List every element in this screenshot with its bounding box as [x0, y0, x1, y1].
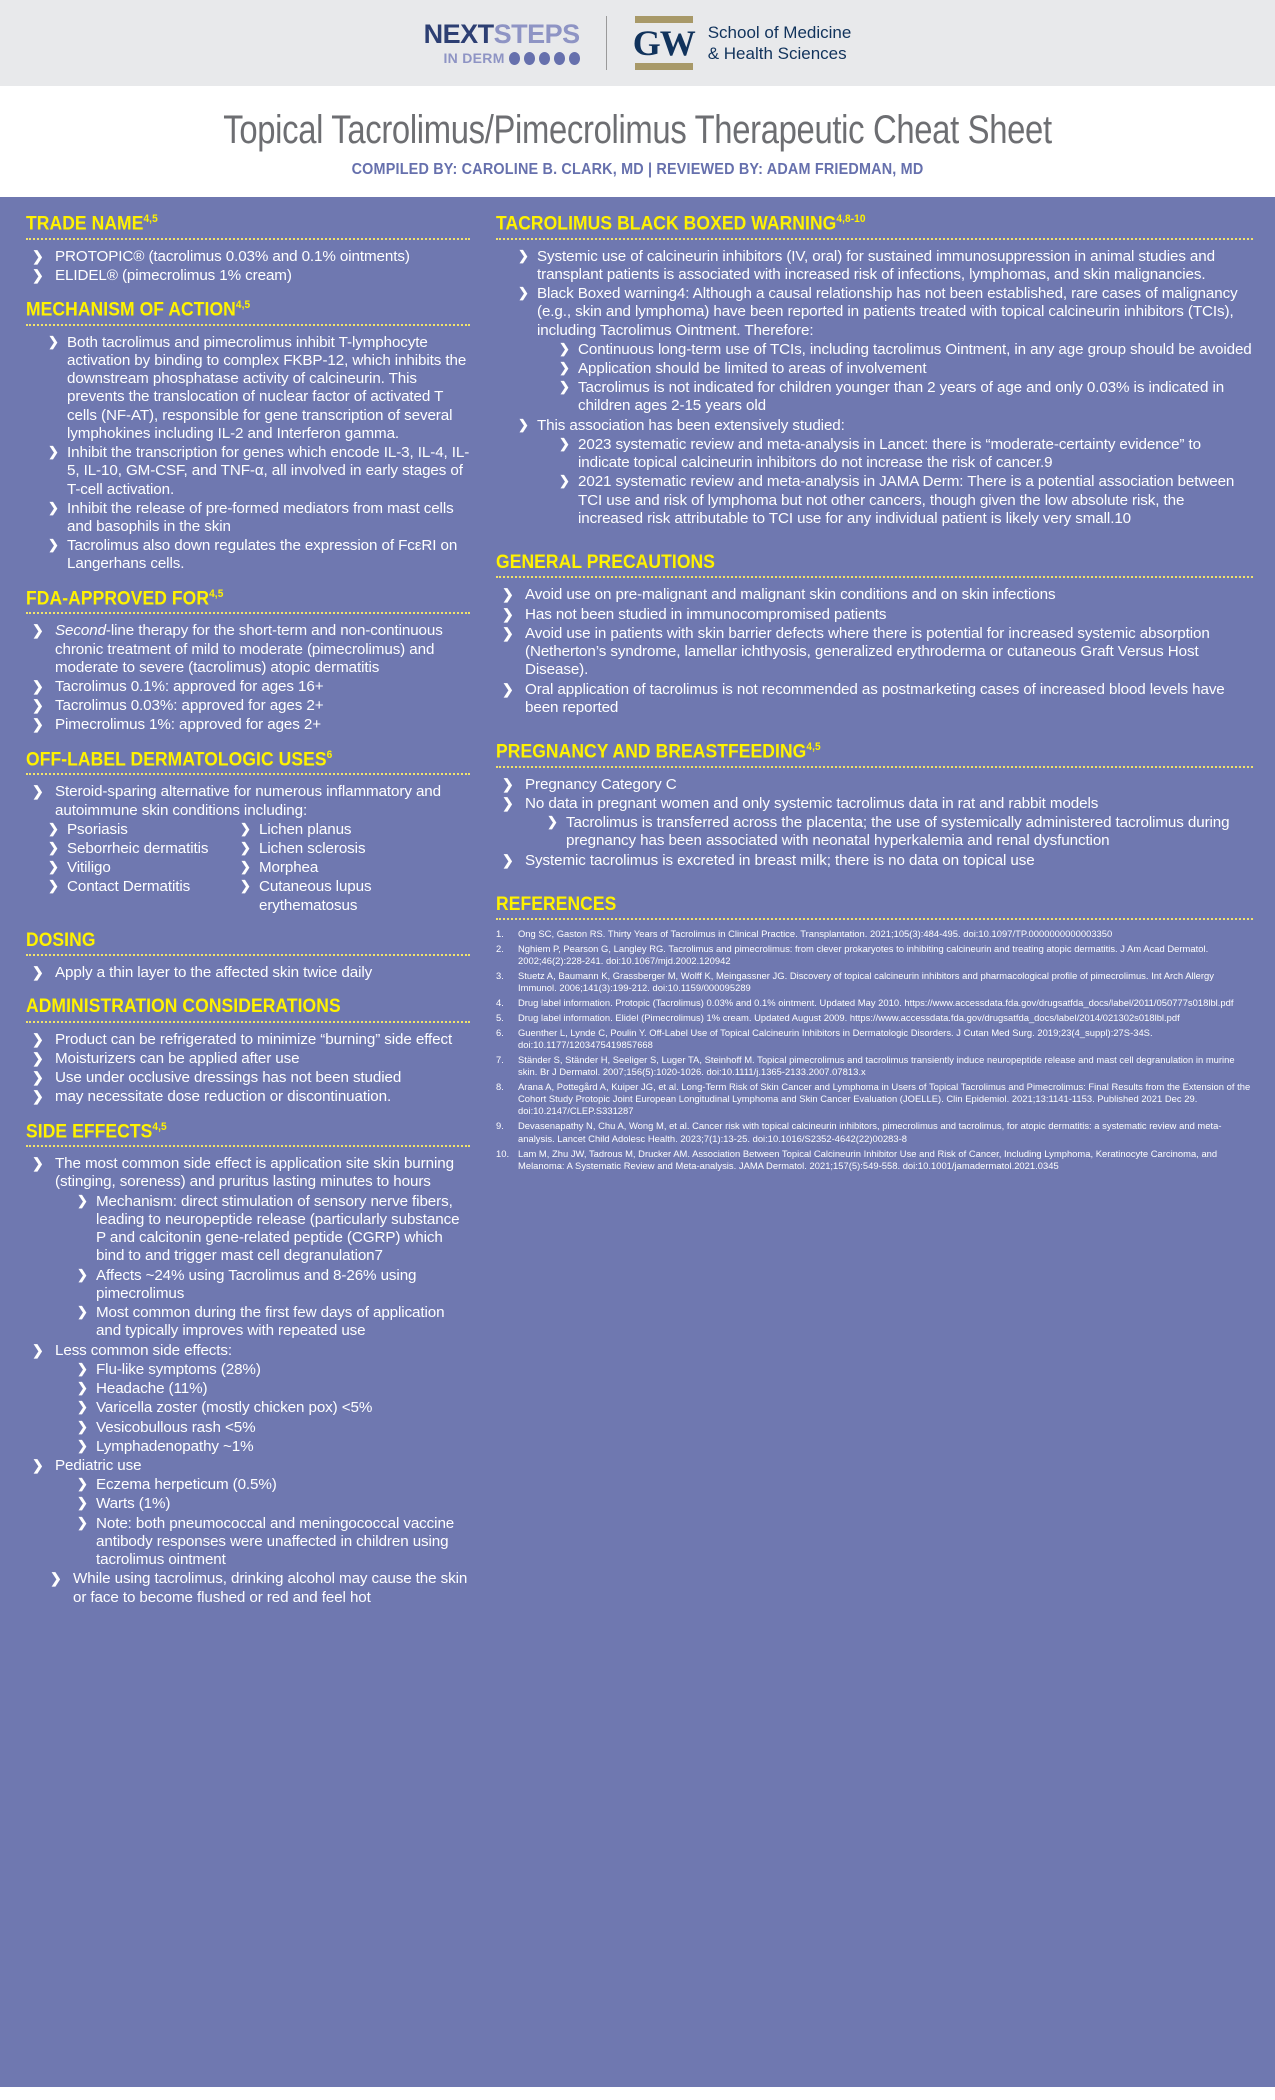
list-item-text: Apply a thin layer to the affected skin twice daily	[55, 964, 373, 982]
logo-group	[424, 16, 852, 70]
section-heading	[26, 1121, 434, 1143]
list-item-text: This association has been extensively studied:	[537, 416, 845, 434]
brand-inderm-text: IN DERM	[443, 50, 505, 66]
list-item	[77, 1476, 470, 1494]
chevron-icon: ❯	[502, 775, 514, 792]
reference-text: Ong SC, Gaston RS. Thirty Years of Tacrolimus in Clinical Practice. Transplantation. 2021;105(3):484-495. doi:10.1097/TP.0000000000003350	[518, 928, 1113, 940]
list-item-text: Pediatric use	[55, 1456, 142, 1474]
list-item	[30, 1155, 470, 1340]
trade-name-list	[30, 248, 470, 285]
section-rule	[496, 238, 1253, 240]
list-item	[48, 840, 234, 858]
list-item-text: Warts (1%)	[96, 1495, 171, 1513]
list-item-text: Use under occlusive dressings has not been studied	[55, 1069, 402, 1087]
list-item	[240, 878, 460, 914]
list-item	[518, 285, 1253, 416]
chevron-icon: ❯	[559, 473, 570, 489]
gw-bar-bottom	[635, 63, 693, 70]
list-item	[240, 859, 460, 877]
reference-number: 3.	[496, 970, 504, 982]
chevron-icon: ❯	[48, 859, 59, 875]
list-item-text: Tacrolimus 0.03%: approved for ages 2+	[55, 697, 324, 715]
pregnancy-sublist	[547, 814, 1253, 850]
list-item	[559, 341, 1253, 359]
chevron-icon: ❯	[48, 878, 59, 894]
section-heading-citation: 4,5	[806, 741, 821, 754]
section-heading-text: FDA-APPROVED FOR	[26, 588, 210, 610]
section-pregnancy-breastfeeding	[496, 741, 1253, 870]
list-item-text: Contact Dermatitis	[67, 878, 191, 896]
list-item	[518, 248, 1253, 284]
reference-text: Ständer S, Ständer H, Seeliger S, Luger TA, Steinhoff M. Topical pimecrolimus and tacrolimus transiently induce neuropeptide release and mast cell degranulation in murine skin. Br J Dermatol. 2007;156(5):1020-1026. doi:10.1111/j.1365-2133.2007.07813.x	[518, 1054, 1235, 1078]
list-item-text: Avoid use in patients with skin barrier defects where there is potential for increased systemic absorption (Netherton’s syndrome, lamellar ichthyosis, generalized erythroderma or cutaneous Graft Versus Host Disease).	[525, 624, 1210, 679]
list-item-text: Varicella zoster (mostly chicken pox) <5%	[96, 1399, 373, 1417]
section-heading-text: TACROLIMUS BLACK BOXED WARNING	[496, 213, 837, 235]
reference-text: Devasenapathy N, Chu A, Wong M, et al. Cancer risk with topical calcineurin inhibitors, pimecrolimus and tacrolimus, for atopic dermatitis: a systematic review and meta-analysis. Lancet Child Adolesc Health. 2023;7(1):13-25. doi:10.1016/S2352-4642(22)00283-8	[518, 1120, 1222, 1144]
list-item	[559, 473, 1253, 528]
section-heading-text: GENERAL PRECAUTIONS	[496, 552, 715, 574]
gw-letters-text: GW	[632, 22, 695, 63]
list-item-text: Less common side effects:	[55, 1341, 233, 1359]
list-item-emphasis: Second	[55, 622, 106, 640]
dosing-list	[30, 964, 470, 982]
list-item-text: Mechanism: direct stimulation of sensory nerve fibers, leading to neuropeptide release (particularly substance P and calcitonin gene-related peptide (CGRP) which bind to and trigger mast cell degranulation7	[96, 1192, 460, 1265]
list-item-text: Morphea	[259, 859, 319, 877]
section-heading	[26, 749, 434, 771]
brand-dot-icon	[554, 52, 565, 65]
list-item-text: PROTOPIC® (tacrolimus 0.03% and 0.1% ointments)	[55, 247, 410, 265]
brand-next-text: NEXT	[423, 19, 494, 49]
chevron-icon: ❯	[240, 820, 251, 836]
section-heading-citation: 6	[326, 748, 333, 761]
section-heading-text: ADMINISTRATION CONSIDERATIONS	[26, 996, 341, 1018]
section-heading-text: PREGNANCY AND BREASTFEEDING	[496, 741, 807, 763]
chevron-icon: ❯	[240, 840, 251, 855]
list-item-text: Steroid-sparing alternative for numerous inflammatory and autoimmune skin conditions including:	[55, 783, 441, 819]
chevron-icon: ❯	[48, 499, 59, 515]
reference-number: 1.	[496, 928, 504, 940]
fda-approved-list	[30, 622, 470, 734]
section-spacer	[496, 884, 1253, 894]
list-item-text: Tacrolimus is not indicated for children younger than 2 years of age and only 0.03% is indicated in children ages 2-15 years old	[578, 379, 1225, 415]
section-heading-citation: 4,5	[143, 213, 158, 225]
reference-text: Guenther L, Lynde C, Poulin Y. Off-Label Use of Topical Calcineurin Inhibitors in Dermatologic Disorders. J Cutan Med Surg. 2019;23(4_suppl):27S-34S. doi:10.1177/1203475419857668	[518, 1027, 1153, 1051]
reference-item	[496, 1027, 1253, 1051]
list-item-text: Vitiligo	[67, 859, 111, 877]
chevron-icon: ❯	[32, 1155, 44, 1172]
chevron-icon: ❯	[32, 716, 44, 733]
list-item	[30, 783, 470, 819]
brand-steps-text: STEPS	[493, 19, 580, 49]
list-item-text: Inhibit the release of pre-formed mediators from mast cells and basophils in the skin	[67, 499, 454, 535]
list-item	[77, 1515, 470, 1570]
list-item-text: Has not been studied in immunocompromised patients	[525, 605, 887, 623]
chevron-icon: ❯	[502, 605, 514, 622]
chevron-icon: ❯	[240, 859, 251, 875]
brand-dot-icon	[524, 52, 535, 65]
section-rule	[26, 1021, 470, 1023]
chevron-icon: ❯	[32, 1088, 44, 1105]
chevron-icon: ❯	[559, 379, 570, 395]
black-box-list	[518, 248, 1253, 529]
chevron-icon: ❯	[32, 622, 44, 639]
list-item-text: Systemic tacrolimus is excreted in breast milk; there is no data on topical use	[525, 851, 1035, 869]
list-item	[30, 697, 470, 715]
brand-dot-icon	[569, 52, 580, 65]
list-item	[77, 1419, 470, 1437]
list-item-text: Black Boxed warning4: Although a causal relationship has not been established, rare cases of malignancy (e.g., skin and lymphoma) have been reported in patients treated with topical calcineurin inhibitors (TCIs), including Tacrolimus Ointment. Therefore:	[537, 285, 1238, 339]
list-item-text: 2023 systematic review and meta-analysis in Lancet: there is “moderate-certainty evidence” to indicate topical calcineurin inhibitors do not increase the risk of cancer.9	[578, 435, 1201, 472]
section-off-label-uses	[26, 749, 470, 916]
list-item	[559, 360, 1253, 378]
list-item-text: Both tacrolimus and pimecrolimus inhibit T-lymphocyte activation by binding to complex FKBP-12, which inhibits the downstream phosphatase activity of calcineurin. This prevents the translocation of nuclear factor of activated T cells (NF-AT), responsible for gene transcription of several lymphokines including IL-2 and Interferon gamma.	[67, 333, 467, 442]
chevron-icon: ❯	[77, 1360, 88, 1376]
reference-number: 7.	[496, 1054, 504, 1066]
chevron-icon: ❯	[77, 1495, 88, 1511]
section-general-precautions	[496, 552, 1253, 717]
list-item-text: Affects ~24% using Tacrolimus and 8-26% using pimecrolimus	[96, 1266, 417, 1302]
list-item-text: Lymphadenopathy ~1%	[96, 1437, 254, 1455]
section-heading	[496, 894, 1192, 915]
chevron-icon: ❯	[32, 1030, 44, 1047]
list-item-text: Avoid use on pre-malignant and malignant skin conditions and on skin infections	[525, 586, 1056, 604]
chevron-icon: ❯	[77, 1192, 88, 1208]
gw-school-line1: School of Medicine	[707, 22, 852, 42]
list-item	[518, 417, 1253, 528]
list-item-text: Oral application of tacrolimus is not recommended as postmarketing cases of increased blood levels have been reported	[525, 680, 1225, 716]
brand-dot-icon	[509, 52, 520, 65]
section-heading	[26, 299, 434, 321]
administration-list	[30, 1031, 470, 1107]
list-item-text: Lichen planus	[259, 820, 352, 838]
list-item-text: Eczema herpeticum (0.5%)	[96, 1476, 277, 1494]
list-item	[30, 1342, 470, 1456]
reference-item	[496, 928, 1253, 940]
reference-item	[496, 943, 1253, 967]
mechanism-list	[48, 334, 470, 574]
chevron-icon: ❯	[32, 247, 44, 264]
section-heading	[496, 552, 1192, 573]
chevron-icon: ❯	[32, 1456, 44, 1473]
gw-monogram	[633, 16, 695, 70]
list-item	[500, 681, 1253, 717]
chevron-icon: ❯	[77, 1399, 88, 1415]
section-side-effects	[26, 1121, 470, 1607]
list-item	[77, 1399, 470, 1417]
chevron-icon: ❯	[240, 878, 251, 894]
list-item-text: Vesicobullous rash <5%	[96, 1418, 256, 1436]
reference-item	[496, 1081, 1253, 1117]
list-item	[30, 716, 470, 734]
list-item	[500, 776, 1253, 794]
chevron-icon: ❯	[502, 680, 514, 697]
list-item-text: 2021 systematic review and meta-analysis in JAMA Derm: There is a potential association between TCI use and risk of lymphoma but not other cancers, though given the low absolute risk, the increased risk attributable to TCI use for any individual patient is likely very small.10	[578, 473, 1235, 527]
list-item-text: Tacrolimus also down regulates the expression of FcεRI on Langerhans cells.	[67, 537, 458, 573]
list-item	[240, 840, 460, 858]
chevron-icon: ❯	[502, 586, 514, 603]
list-item-text: The most common side effect is application site skin burning (stinging, soreness) and pruritus lasting minutes to hours	[55, 1155, 454, 1191]
chevron-icon: ❯	[502, 794, 514, 811]
reference-item	[496, 970, 1253, 994]
list-item-text: Application should be limited to areas of involvement	[578, 360, 927, 377]
list-item	[77, 1438, 470, 1456]
brand-subline	[443, 51, 579, 65]
list-item-text: Tacrolimus 0.1%: approved for ages 16+	[55, 678, 324, 695]
chevron-icon: ❯	[77, 1304, 88, 1320]
pregnancy-list	[500, 776, 1253, 870]
list-item-text: Seborrheic dermatitis	[67, 840, 209, 857]
list-item	[559, 379, 1253, 415]
chevron-icon: ❯	[48, 820, 59, 836]
chevron-icon: ❯	[32, 1069, 44, 1086]
chevron-icon: ❯	[32, 1341, 44, 1358]
list-item-text: ELIDEL® (pimecrolimus 1% cream)	[55, 266, 292, 284]
list-item-text: Moisturizers can be applied after use	[55, 1049, 300, 1067]
section-spacer	[496, 542, 1253, 552]
list-item-text: Product can be refrigerated to minimize “burning” side effect	[55, 1030, 453, 1048]
off-label-intro-list	[30, 783, 470, 819]
section-heading-text: TRADE NAME	[26, 213, 144, 235]
list-item-text: Cutaneous lupus erythematosus	[259, 878, 372, 914]
section-administration	[26, 996, 470, 1106]
list-item	[77, 1304, 470, 1340]
reference-number: 6.	[496, 1027, 504, 1039]
cheat-sheet-body	[0, 197, 1275, 2087]
gw-logo	[633, 16, 852, 70]
chevron-icon: ❯	[32, 266, 44, 283]
section-heading	[26, 213, 434, 235]
list-item-text: Tacrolimus is transferred across the placenta; the use of systemically administered tacrolimus during pregnancy has been associated with neonatal hyperkalemia and renal dysfunction	[566, 814, 1230, 850]
title-band	[0, 86, 1275, 197]
list-item	[500, 586, 1253, 604]
section-heading	[26, 930, 434, 951]
masthead	[0, 0, 1275, 86]
gw-school-name	[708, 22, 852, 65]
chevron-icon: ❯	[77, 1514, 88, 1530]
side-effects-less-common-sublist	[77, 1361, 470, 1456]
chevron-icon: ❯	[559, 435, 570, 451]
off-label-conditions	[48, 821, 470, 916]
side-effects-sublist	[77, 1193, 470, 1341]
section-rule	[26, 612, 470, 614]
list-item-text: Psoriasis	[67, 820, 128, 838]
section-rule	[26, 1145, 470, 1147]
list-item	[48, 878, 234, 896]
section-heading-citation: 4,5	[209, 587, 224, 600]
chevron-icon: ❯	[77, 1418, 88, 1434]
gw-school-line2: & Health Sciences	[707, 44, 847, 63]
next-steps-in-derm-logo	[424, 21, 580, 65]
section-heading-citation: 4,8-10	[836, 213, 866, 225]
page-credit: COMPILED BY: CAROLINE B. CLARK, MD | REVIEWED BY: ADAM FRIEDMAN, MD	[351, 161, 924, 178]
chevron-icon: ❯	[518, 247, 529, 263]
section-heading	[26, 588, 434, 610]
section-dosing	[26, 930, 470, 983]
list-item-text: No data in pregnant women and only systemic tacrolimus data in rat and rabbit models	[525, 794, 1099, 812]
logo-divider	[606, 16, 607, 70]
brand-dot-icon	[539, 52, 550, 65]
chevron-icon: ❯	[48, 333, 59, 349]
list-item	[240, 821, 460, 839]
list-item	[30, 248, 470, 266]
right-column	[496, 213, 1253, 1186]
section-rule	[26, 324, 470, 326]
off-label-conditions-col1	[48, 821, 234, 916]
chevron-icon: ❯	[559, 340, 570, 356]
list-item	[30, 1069, 470, 1087]
chevron-icon: ❯	[32, 964, 44, 981]
section-fda-approved	[26, 588, 470, 735]
section-heading	[496, 213, 1192, 235]
list-item	[30, 622, 470, 677]
chevron-icon: ❯	[77, 1437, 88, 1453]
reference-number: 8.	[496, 1081, 504, 1093]
page-title: Topical Tacrolimus/Pimecrolimus Therapeutic Cheat Sheet	[223, 108, 1052, 152]
side-effects-pediatric-sublist	[77, 1476, 470, 1569]
list-item	[77, 1267, 470, 1303]
chevron-icon: ❯	[32, 783, 44, 800]
list-item-text: -line therapy for the short-term and non-continuous chronic treatment of mild to moderate (pimecrolimus) and moderate to severe (tacrolimus) atopic dermatitis	[55, 622, 443, 676]
chevron-icon: ❯	[48, 444, 59, 460]
section-references	[496, 894, 1253, 1172]
reference-item	[496, 1148, 1253, 1172]
list-item	[30, 1457, 470, 1569]
section-rule	[26, 773, 470, 775]
chevron-icon: ❯	[77, 1266, 88, 1282]
section-rule	[496, 766, 1253, 768]
reference-number: 4.	[496, 997, 504, 1009]
chevron-icon: ❯	[77, 1476, 88, 1492]
chevron-icon: ❯	[32, 678, 44, 694]
list-item	[48, 821, 234, 839]
list-item-text: Pregnancy Category C	[525, 775, 677, 793]
section-mechanism-of-action	[26, 299, 470, 574]
reference-number: 5.	[496, 1012, 504, 1024]
section-trade-name	[26, 213, 470, 285]
list-item-text: Inhibit the transcription for genes which encode IL-3, IL-4, IL-5, IL-10, GM-CSF, and TNF-α, all involved in early stages of T-cell activation.	[67, 444, 470, 498]
list-item-text: Headache (11%)	[96, 1380, 208, 1398]
section-rule	[26, 238, 470, 240]
section-rule	[26, 954, 470, 956]
list-item	[500, 625, 1253, 680]
section-heading-text: REFERENCES	[496, 893, 617, 915]
references-list	[496, 928, 1253, 1172]
list-item	[30, 964, 470, 982]
section-heading-text: DOSING	[26, 929, 96, 951]
section-heading	[496, 741, 1192, 763]
list-item-text: Systemic use of calcineurin inhibitors (IV, oral) for sustained immunosuppression in animal studies and transplant patients is associated with increased risk of infections, lymphomas, and skin malignancies.	[537, 247, 1215, 283]
list-item	[48, 537, 470, 573]
reference-text: Lam M, Zhu JW, Tadrous M, Drucker AM. Association Between Topical Calcineurin Inhibitor Use and Risk of Cancer, Including Lymphoma, Keratinocyte Carcinoma, and Melanoma: A Systematic Review and Meta-analysis. JAMA Dermatol. 2021;157(5):549-558. doi:10.1001/jamadermatol.2021.0345	[518, 1147, 1218, 1171]
section-rule	[496, 918, 1253, 920]
list-item	[48, 334, 470, 443]
reference-item	[496, 1120, 1253, 1144]
section-heading-text: OFF-LABEL DERMATOLOGIC USES	[26, 749, 327, 771]
list-item-text: Note: both pneumococcal and meningococcal vaccine antibody responses were unaffected in children using tacrolimus ointment	[96, 1514, 455, 1569]
precautions-list	[500, 586, 1253, 717]
chevron-icon: ❯	[50, 1570, 62, 1587]
section-heading-text: MECHANISM OF ACTION	[26, 299, 236, 321]
black-box-studies-sublist	[559, 436, 1253, 528]
section-heading-citation: 4,5	[235, 299, 251, 312]
chevron-icon: ❯	[502, 851, 514, 868]
list-item	[30, 1050, 470, 1068]
reference-item	[496, 1012, 1253, 1024]
list-item-text: Lichen sclerosis	[259, 840, 366, 857]
list-item	[30, 1088, 470, 1106]
list-item	[77, 1495, 470, 1513]
reference-item	[496, 997, 1253, 1009]
chevron-icon: ❯	[502, 624, 514, 641]
side-effects-list	[30, 1155, 470, 1607]
chevron-icon: ❯	[48, 537, 59, 553]
chevron-icon: ❯	[518, 285, 529, 301]
list-item-text: Continuous long-term use of TCIs, including tacrolimus Ointment, in any age group should be avoided	[578, 340, 1252, 358]
reference-text: Drug label information. Elidel (Pimecrolimus) 1% cream. Updated August 2009. https://www.accessdata.fda.gov/drugsatfda_docs/label/2014/021302s018lbl.pdf	[518, 1012, 1180, 1024]
chevron-icon: ❯	[32, 697, 44, 714]
section-heading	[26, 996, 434, 1017]
gw-bar-top	[635, 16, 693, 23]
list-item	[48, 859, 234, 877]
list-item	[500, 606, 1253, 624]
reference-text: Drug label information. Protopic (Tacrolimus) 0.03% and 0.1% ointment. Updated May 2010. https://www.accessdata.fda.gov/drugsatfda_docs/label/2011/050777s018lbl.pdf	[518, 997, 1234, 1009]
list-item	[30, 678, 470, 696]
section-black-boxed-warning	[496, 213, 1253, 528]
left-column	[26, 213, 470, 1621]
list-item	[500, 852, 1253, 870]
list-item	[77, 1361, 470, 1379]
list-item-text: While using tacrolimus, drinking alcohol may cause the skin or face to become flushed or red and feel hot	[73, 1570, 468, 1606]
chevron-icon: ❯	[48, 840, 59, 855]
section-heading-citation: 4,5	[152, 1120, 167, 1133]
list-item	[77, 1380, 470, 1398]
section-heading-text: SIDE EFFECTS	[26, 1120, 153, 1142]
list-item	[48, 444, 470, 499]
reference-text: Arana A, Pottegård A, Kuiper JG, et al. Long-Term Risk of Skin Cancer and Lymphoma in Users of Topical Tacrolimus and Pimecrolimus: Final Results from the Extension of the Cohort Study Protopic Joint European Longitudinal Lymphoma and Skin Cancer Evaluation (JOELLE). Clin Epidemiol. 2021;13:1141-1153. Published 2021 Dec 29. doi:10.2147/CLEP.S331287	[518, 1081, 1251, 1117]
off-label-conditions-col2	[240, 821, 460, 916]
list-item	[48, 1570, 470, 1606]
list-item-text: Pimecrolimus 1%: approved for ages 2+	[55, 716, 322, 734]
brand-wordmark	[424, 21, 580, 48]
list-item	[77, 1193, 470, 1266]
chevron-icon: ❯	[77, 1380, 88, 1396]
list-item-text: may necessitate dose reduction or discontinuation.	[55, 1088, 392, 1106]
list-item-text: Most common during the first few days of application and typically improves with repeated use	[96, 1304, 445, 1340]
chevron-icon: ❯	[518, 416, 529, 432]
chevron-icon: ❯	[32, 1049, 44, 1066]
list-item-text: Flu-like symptoms (28%)	[96, 1360, 261, 1378]
list-item	[30, 1031, 470, 1049]
reference-number: 2.	[496, 943, 504, 955]
section-spacer	[496, 731, 1253, 741]
reference-text: Stuetz A, Baumann K, Grassberger M, Wolff K, Meingassner JG. Discovery of topical calcineurin inhibitors and pharmacological profile of pimecrolimus. Int Arch Allergy Immunol. 2006;141(3):199-212. doi:10.1159/000095289	[518, 970, 1214, 994]
black-box-therefore-sublist	[559, 341, 1253, 416]
chevron-icon: ❯	[547, 814, 558, 830]
chevron-icon: ❯	[559, 360, 570, 375]
section-rule	[496, 576, 1253, 578]
reference-number: 9.	[496, 1120, 504, 1132]
reference-text: Nghiem P, Pearson G, Langley RG. Tacrolimus and pimecrolimus: from clever prokaryotes to inhibiting calcineurin and treating atopic dermatitis. J Am Acad Dermatol. 2002;46(2):228-241. doi:10.1067/mjd.2002.120942	[518, 943, 1209, 967]
list-item	[30, 267, 470, 285]
reference-number: 10.	[496, 1147, 510, 1159]
reference-item	[496, 1054, 1253, 1078]
list-item	[547, 814, 1253, 850]
list-item	[48, 500, 470, 536]
list-item	[559, 436, 1253, 472]
list-item	[500, 795, 1253, 851]
